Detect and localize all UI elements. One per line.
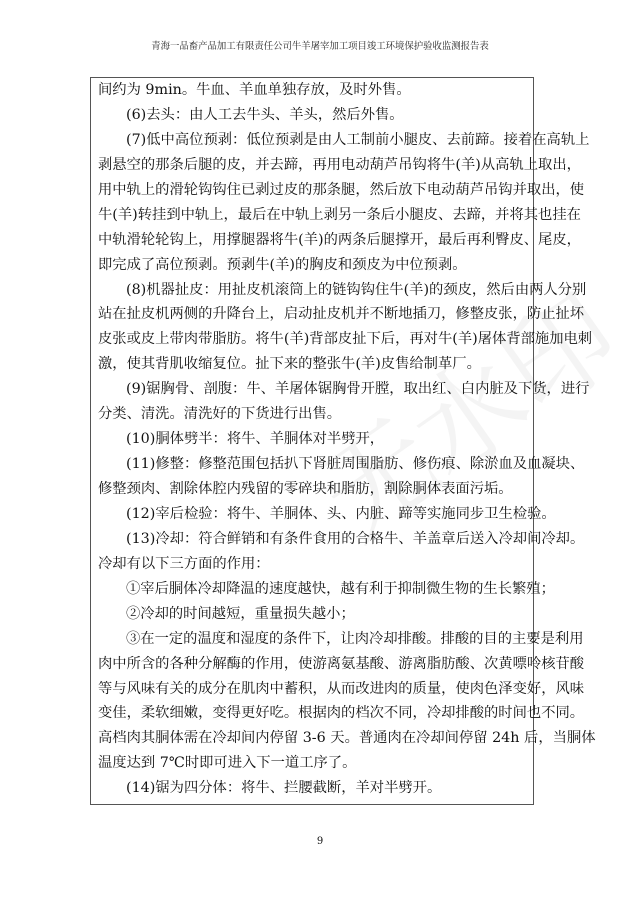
text-line: 用中轨上的滑轮钩钩住已剥过皮的那条腿，然后放下电动葫芦吊钩并取出，使 <box>98 181 585 198</box>
text-line: 即完成了高位预剥。预剥牛(羊)的胸皮和颈皮为中位预剥。 <box>98 256 467 273</box>
text-line: 等与风味有关的成分在肌肉中蓄积，从而改进肉的质量，使肉色泽变好，风味 <box>98 680 585 697</box>
text-line: 高档肉其胴体需在冷却间内停留 3-6 天。普通肉在冷却间停留 24h 后，当胴体 <box>98 730 596 747</box>
text-line: (8)机器扯皮：用扯皮机滚筒上的链钩钩住牛(羊)的颈皮，然后由两人分别 <box>126 281 587 298</box>
page-number: 9 <box>316 836 324 847</box>
text-line: 剥悬空的那条后腿的皮，并去蹄，再用电动葫芦吊钩将牛(羊)从高轨上取出， <box>98 156 581 173</box>
text-line: (10)胴体劈半：将牛、羊胴体对半劈开， <box>126 431 385 448</box>
text-line: 修整颈肉、割除体腔内残留的零碎块和脂肪，割除胴体表面污垢。 <box>98 481 513 497</box>
text-line: 肉中所含的各种分解酶的作用，使游离氨基酸、游离脂肪酸、次黄嘌呤核苷酸 <box>98 655 585 672</box>
text-line: (9)锯胸骨、剖腹：牛、羊屠体锯胸骨开膛，取出红、白内脏及下货，进行 <box>126 381 590 398</box>
content-table-cell <box>90 77 596 805</box>
text-line: 间约为 9min。牛血、羊血单独存放，及时外售。 <box>98 82 411 98</box>
text-line: 分类、清洗。清洗好的下货进行出售。 <box>98 406 342 423</box>
text-line: ①宰后胴体冷却降温的速度越快，越有利于抑制微生物的生长繁殖； <box>126 580 555 597</box>
text-line: 牛(羊)转挂到中轨上，最后在中轨上剥另一条后小腿皮、去蹄，并将其也挂在 <box>98 206 581 223</box>
text-line: 变佳，柔软细嫩，变得更好吃。根据肉的档次不同，冷却排酸的时间也不同。 <box>98 705 585 722</box>
text-line: ③在一定的温度和湿度的条件下，让肉冷却排酸。排酸的目的主要是利用 <box>126 630 584 647</box>
text-line: (7)低中高位预剥：低位预剥是由人工制前小腿皮、去前蹄。接着在高轨上 <box>126 131 590 148</box>
text-line: (6)去头：由人工去牛头、羊头，然后外售。 <box>126 106 404 123</box>
text-line: (13)冷却：符合鲜销和有条件食用的合格牛、羊盖章后送入冷却间冷却。 <box>126 530 585 547</box>
text-line: (12)宰后检验：将牛、羊胴体、头、内脏、蹄等实施同步卫生检验。 <box>126 505 556 522</box>
text-line: 中轨滑轮轮钩上，用撑腿器将牛(羊)的两条后腿撑开，最后再利臀皮、尾皮， <box>98 231 581 248</box>
body-text <box>98 78 596 801</box>
text-line: 冷却有以下三方面的作用： <box>98 555 270 572</box>
text-line: (11)修整：修整范围包括扒下肾脏周围脂肪、修伤痕、除淤血及血凝块、 <box>126 456 585 473</box>
text-line: 温度达到 7℃时即可进入下一道工序了。 <box>98 755 357 772</box>
page-header: 青海一品畜产品加工有限责任公司牛羊屠宰加工项目竣工环境保护验收监测报告表 <box>151 41 489 52</box>
text-line: 激，使其背肌收缩复位。扯下来的整张牛(羊)皮售给制革厂。 <box>98 356 481 373</box>
text-line: (14)锯为四分体：将牛、拦腰截断，羊对半劈开。 <box>126 780 442 797</box>
text-line: 皮张或皮上带肉带脂肪。将牛(羊)背部皮扯下后，再对牛(羊)屠体背部施加电刺 <box>98 331 593 348</box>
text-line: 站在扯皮机两侧的升降台上，启动扯皮机并不断地插刀，修整皮张，防止扯坏 <box>98 306 585 323</box>
text-line: ②冷却的时间越短，重量损失越小； <box>126 605 355 622</box>
